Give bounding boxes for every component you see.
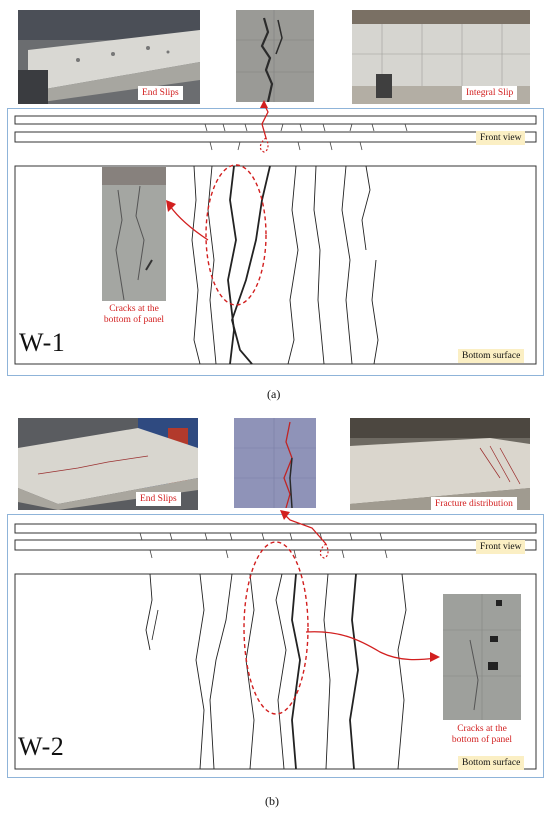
fracture-distribution-label-b: Fracture distribution [431,497,517,511]
caption-b: (b) [265,794,279,808]
crack-photo-label-b: Cracks at the bottom of panel [451,724,513,745]
crack-photo-b [443,594,521,720]
integral-slip-label-a: Integral Slip [462,86,517,100]
crack-photo-label-a: Cracks at the bottom of panel [103,304,165,325]
front-view-label-b: Front view [476,540,525,554]
bottom-surface-label-a: Bottom surface [458,349,524,363]
bottom-surface-label-b: Bottom surface [458,756,524,770]
end-slips-label-b: End Slips [136,492,181,506]
end-slips-label-a: End Slips [138,86,183,100]
front-view-label-a: Front view [476,131,525,145]
caption-a: (a) [267,387,281,401]
specimen-label-w2: W-2 [18,732,65,761]
specimen-label-w1: W-1 [19,328,66,357]
